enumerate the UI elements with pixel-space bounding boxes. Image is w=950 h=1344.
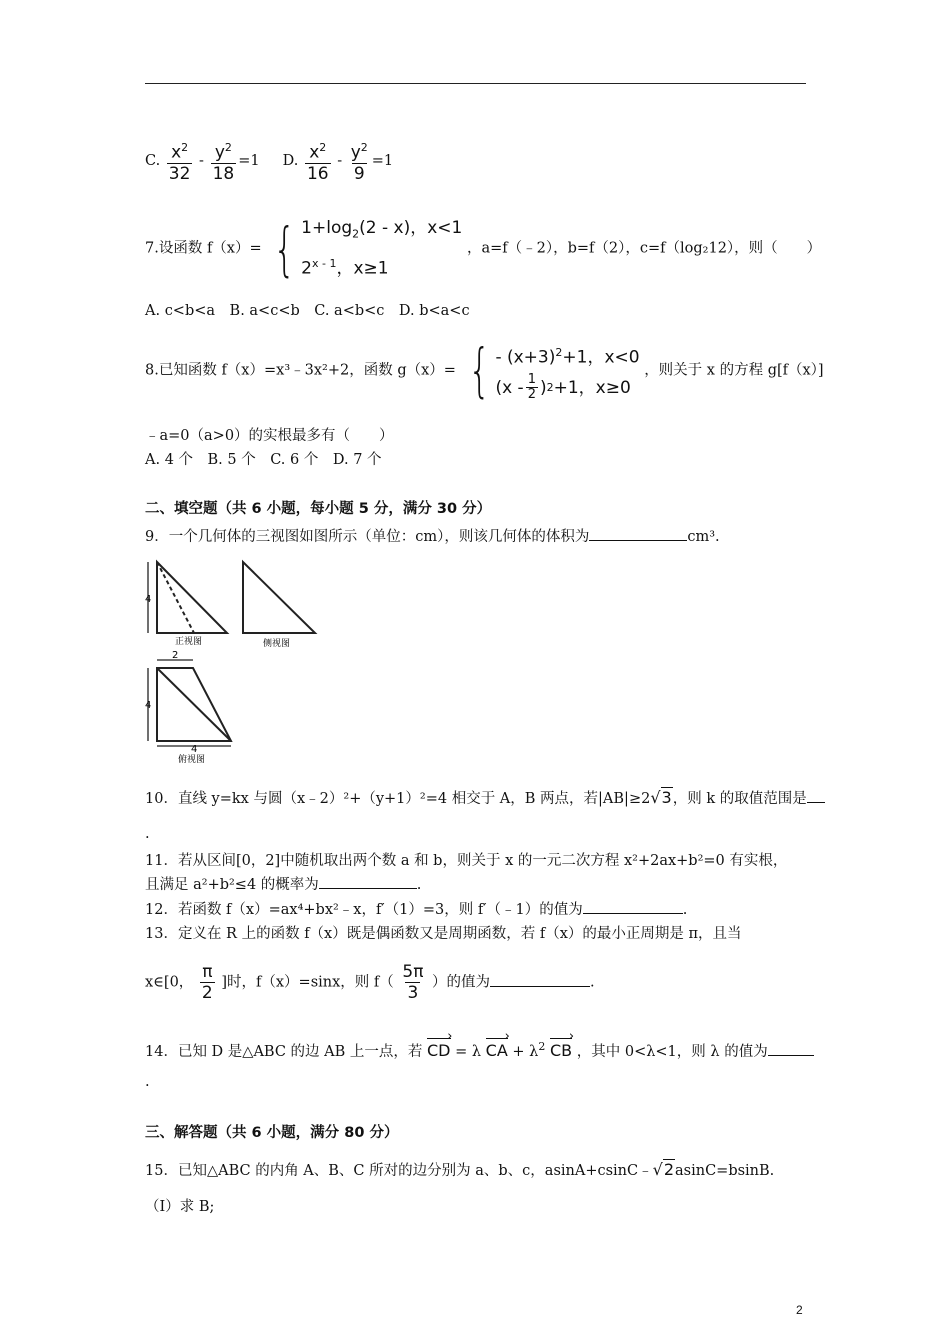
dim-label: 2 bbox=[172, 650, 179, 661]
sqrt: √3 bbox=[650, 788, 672, 807]
question-13: 13．定义在 R 上的函数 f（x）既是偶函数又是周期函数，若 f（x）的最小正周期是 π，且当 bbox=[145, 926, 742, 942]
question-7: 7.设函数 f（x）= { $1+\log_2(2 - x)$，x<1 2$^{x - 1}$，x≥1 ，a=f（﹣2），b=f（2），c=f（log₂12），则（ ） bbox=[145, 214, 822, 283]
top-view bbox=[148, 660, 231, 746]
question-7-options: A. c<b<a B. a<c<b C. a<b<c D. b<a<c bbox=[145, 303, 470, 319]
front-view bbox=[148, 562, 227, 633]
fraction: $\frac{\pi}{2}$ bbox=[201, 962, 213, 1003]
q6-options: C. $\frac{x^2}{32}$ - $\frac{y^2}{18}$ =1 D. $\frac{x^2}{16}$ - $\frac{y^2}{9}$ =1 bbox=[145, 138, 393, 184]
question-8-options: A. 4 个 B. 5 个 C. 6 个 D. 7 个 bbox=[145, 452, 382, 468]
question-14-end: . bbox=[145, 1074, 150, 1090]
question-15: 15．已知△ABC 的内角 A、B、C 所对的边分别为 a、b、c，asinA+csinC﹣√2asinC=bsinB. bbox=[145, 1160, 775, 1179]
side-view-label: 侧视图 bbox=[263, 639, 291, 649]
fraction: $\frac{y^2}{9}$ bbox=[350, 141, 368, 184]
question-11: 11．若从区间[0，2]中随机取出两个数 a 和 b，则关于 x 的一元二次方程 x²+2ax+b²=0 有实根， bbox=[145, 853, 788, 869]
front-view-label: 正视图 bbox=[175, 637, 203, 647]
question-9: 9．一个几何体的三视图如图所示（单位：cm），则该几何体的体积为 cm³. bbox=[145, 526, 720, 547]
dim-label: 4 bbox=[145, 700, 152, 711]
question-13-cont: x∈[0， $\frac{\pi}{2}$ ]时，f（x）=sinx，则 f（ $\frac{5\pi}{3}$ ）的值为 . bbox=[145, 962, 595, 1003]
sqrt: √2 bbox=[652, 1160, 675, 1179]
question-10-end: . bbox=[145, 826, 150, 842]
section-heading-fill-blank: 二、填空题（共 6 小题，每小题 5 分，满分 30 分） bbox=[145, 501, 492, 517]
question-15-part1: （Ⅰ）求 B; bbox=[145, 1199, 215, 1215]
vector-cb: CB › bbox=[550, 1036, 572, 1061]
question-11-cont: 且满足 a²+b²≤4 的概率为 . bbox=[145, 874, 421, 895]
question-12: 12．若函数 f（x）=ax⁴+bx²﹣x，f′（1）=3，则 f′（﹣1）的值为 . bbox=[145, 899, 687, 920]
top-view-label: 俯视图 bbox=[178, 755, 206, 765]
side-view bbox=[243, 562, 315, 633]
question-8: 8.已知函数 f（x）=x³﹣3x²+2，函数 g（x）= { - $(x+3)^2+1$，x<0 (x - $\frac{1}{2}$ ) 2 +1，x≥0 ，则关于 x 的方程 g[f（x）] bbox=[145, 336, 824, 405]
section-heading-solutions: 三、解答题（共 6 小题，满分 80 分） bbox=[145, 1125, 399, 1141]
piecewise-function: { $1+\log_2(2 - x)$，x<1 2$^{x - 1}$，x≥1 bbox=[273, 214, 463, 283]
fraction: $\frac{x^2}{32}$ bbox=[168, 141, 191, 184]
piecewise-function: { - $(x+3)^2+1$，x<0 (x - $\frac{1}{2}$ ) 2 +1，x≥0 bbox=[467, 336, 640, 405]
fraction: $\frac{x^2}{16}$ bbox=[306, 141, 329, 184]
question-8-cont: ﹣a=0（a>0）的实根最多有（ ） bbox=[145, 428, 394, 444]
fraction: $\frac{y^2}{18}$ bbox=[212, 141, 235, 184]
question-14: 14．已知 D 是△ABC 的边 AB 上一点，若 CD › = λ CA › + $\lambda^2$ CB › ，其中 0<λ<1，则 λ 的值为 bbox=[145, 1036, 814, 1062]
vector-ca: CA › bbox=[486, 1036, 508, 1061]
fraction: $\frac{5\pi}{3}$ bbox=[402, 962, 424, 1003]
page-number: 2 bbox=[796, 1303, 803, 1317]
dim-label: 4 bbox=[191, 744, 198, 755]
header-rule bbox=[145, 83, 806, 84]
dim-label: 4 bbox=[145, 594, 152, 605]
vector-cd: CD › bbox=[427, 1036, 451, 1061]
three-view-figure bbox=[145, 558, 325, 768]
question-10: 10．直线 y=kx 与圆（x﹣2）²+（y+1）²=4 相交于 A，B 两点，若|AB|≥2√3，则 k 的取值范围是 bbox=[145, 788, 825, 809]
